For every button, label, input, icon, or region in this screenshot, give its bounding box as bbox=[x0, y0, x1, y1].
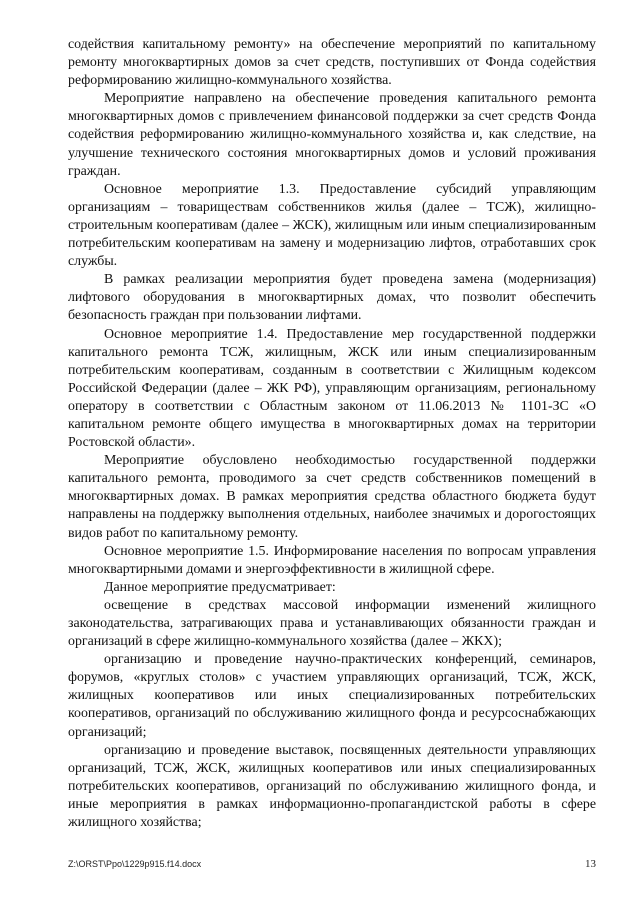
footer-file-path: Z:\ORST\Ppo\1229p915.f14.docx bbox=[68, 859, 202, 869]
page-number: 13 bbox=[585, 858, 596, 870]
page-footer bbox=[68, 858, 596, 870]
document-body bbox=[68, 36, 596, 832]
paragraph-elevator-replacement: В рамках реализации мероприятия будет проведена замена (модернизация) лифтового оборудования в многоквартирных домах, что позволит обеспечить безопасность граждан при пользовании лифтами. bbox=[68, 272, 596, 324]
list-item-conferences: организацию и проведение научно-практических конференций, семинаров, форумов, «круглых столов» с участием управляющих организаций, ТСЖ, ЖСК, жилищных кооперативов или иных специализированных потребительских кооперативов, организаций по обслуживанию жилищного фонда и ресурсоснабжающих организаций; bbox=[68, 652, 596, 740]
paragraph-measure-1-4: Основное мероприятие 1.4. Предоставление мер государственной поддержки капитального ремонта ТСЖ, жилищным, ЖСК или иным специализированным потребительским кооперативам, созданным в соответствии с Жилищным кодексом Российской Федерации (далее – ЖК РФ), управляющим организациям, региональному оператору в соответствии с Областным законом от 11.06.2013 № 1101-ЗС «О капитальном ремонте общего имущества в многоквартирных домах на территории Ростовской области». bbox=[68, 326, 596, 451]
paragraph-state-support: Мероприятие обусловлено необходимостью государственной поддержки капитального ремонта, проводимого за счет средств собственников помещений в многоквартирных домах. В рамках мероприятия средства областного бюджета будут направлены на поддержку выполнения отдельных, наиболее значимых и дорогостоящих видов работ по капитальному ремонту. bbox=[68, 453, 596, 541]
paragraph-capital-repair-fund: Мероприятие направлено на обеспечение проведения капитального ремонта многоквартирных домов с привлечением финансовой поддержки за счет средств Фонда содействия реформированию жилищно-коммунального хозяйства и, как следствие, на улучшение технического состояния многоквартирных домов и условий проживания граждан. bbox=[68, 91, 596, 179]
list-item-exhibitions: организацию и проведение выставок, посвященных деятельности управляющих организаций, ТСЖ, ЖСК, жилищных кооперативов или иных специализированных потребительских кооперативов, организаций по обслуживанию жилищного фонда, и иные мероприятия в рамках информационно-пропагандистской работы в сфере жилищного хозяйства; bbox=[68, 742, 596, 831]
paragraph-measure-1-5: Основное мероприятие 1.5. Информирование населения по вопросам управления многоквартирными домами и энергоэффективности в жилищной сфере. bbox=[68, 543, 596, 577]
paragraph-measure-1-3: Основное мероприятие 1.3. Предоставление субсидий управляющим организациям – товариществам собственников жилья (далее – ТСЖ), жилищно-строительным кооперативам (далее – ЖСК), жилищным или иным специализированным потребительским кооперативам на замену и модернизацию лифтов, отработавших срок службы. bbox=[68, 181, 596, 270]
paragraph-measure-provides: Данное мероприятие предусматривает: bbox=[104, 579, 336, 595]
paragraph-continuation: содействия капитальному ремонту» на обеспечение мероприятий по капитальному ремонту многоквартирных домов за счет средств, поступивших от Фонда содействия реформированию жилищно-коммунального хозяйства. bbox=[68, 37, 596, 89]
list-item-media-coverage: освещение в средствах массовой информации изменений жилищного законодательства, затрагивающих права и устанавливающих обязанности граждан и организаций в сфере жилищно-коммунального хозяйства (далее – ЖКХ); bbox=[68, 597, 596, 650]
